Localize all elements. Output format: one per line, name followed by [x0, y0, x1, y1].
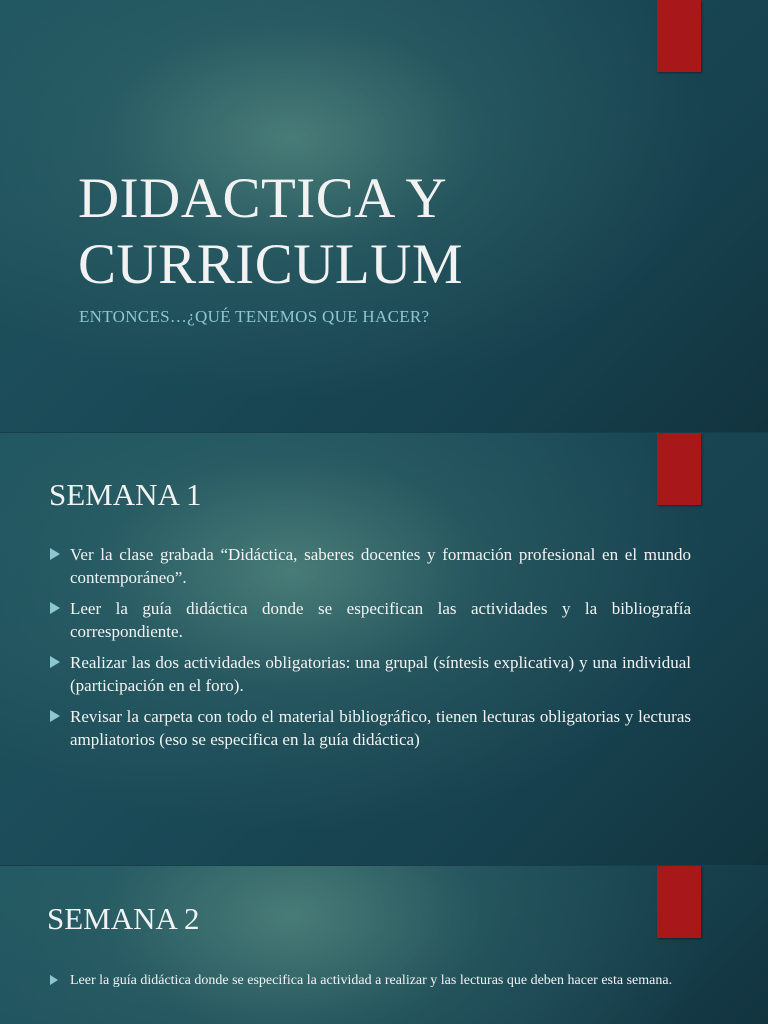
slide-subtitle: ENTONCES…¿QUÉ TENEMOS QUE HACER? — [79, 307, 430, 326]
bullet-text: Revisar la carpeta con todo el material bibliográfico, tienen lecturas obligatorias y lecturas ampliatorios (eso se especifica en la guía didáctica) — [70, 707, 691, 749]
bullet-item — [48, 651, 691, 697]
bullet-arrow-icon — [50, 602, 60, 614]
bullet-text: Ver la clase grabada “Didáctica, saberes docentes y formación profesional en el mundo contemporáneo”. — [70, 545, 691, 587]
accent-tab — [657, 433, 701, 505]
bullet-item — [48, 543, 691, 589]
slide-title-text — [78, 166, 638, 298]
bullet-arrow-icon — [50, 975, 58, 985]
bullet-list — [48, 543, 691, 759]
accent-tab — [657, 866, 701, 938]
slide-semana-1 — [0, 433, 768, 865]
slide-heading: SEMANA 1 — [49, 477, 202, 512]
title-line-1: DIDACTICA Y — [78, 167, 448, 230]
bullet-text: Leer la guía didáctica donde se especifica la actividad a realizar y las lecturas que deben hacer esta semana. — [70, 973, 673, 988]
slide-title — [0, 0, 768, 432]
accent-tab — [657, 0, 701, 72]
slide-heading: SEMANA 2 — [47, 901, 200, 936]
bullet-text: Leer la guía didáctica donde se especifican las actividades y la bibliografía correspondiente. — [70, 599, 691, 641]
bullet-item — [48, 971, 693, 990]
bullet-arrow-icon — [50, 710, 60, 722]
slide-semana-2 — [0, 866, 768, 1024]
bullet-arrow-icon — [50, 548, 60, 560]
bullet-text: Realizar las dos actividades obligatorias: una grupal (síntesis explicativa) y una individual (participación en el foro). — [70, 653, 691, 695]
title-line-2: CURRICULUM — [78, 233, 464, 296]
bullet-item — [48, 597, 691, 643]
bullet-list — [48, 971, 693, 996]
bullet-item — [48, 705, 691, 751]
bullet-arrow-icon — [50, 656, 60, 668]
